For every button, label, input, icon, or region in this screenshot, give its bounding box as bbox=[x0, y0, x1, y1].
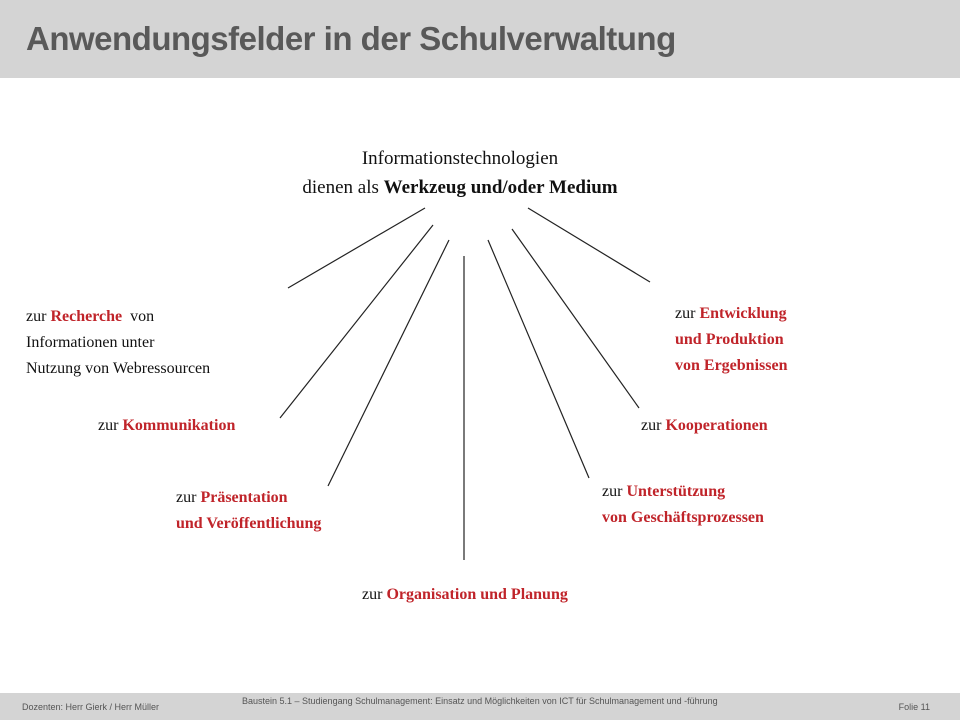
central-heading bbox=[160, 144, 760, 202]
praesentation-prefix: zur bbox=[176, 489, 197, 506]
unterstuetzung-keyword-2: von Geschäftsprozessen bbox=[602, 509, 764, 526]
entwicklung-keyword-2: und Produktion bbox=[675, 331, 784, 348]
footer-slide-number: Folie 11 bbox=[898, 702, 930, 712]
node-unterstuetzung bbox=[602, 479, 764, 531]
entwicklung-prefix: zur bbox=[675, 305, 696, 322]
entwicklung-keyword-3: von Ergebnissen bbox=[675, 357, 788, 374]
footer-bar bbox=[0, 693, 960, 720]
recherche-line-2: Informationen unter bbox=[26, 334, 155, 351]
recherche-keyword: Recherche bbox=[50, 308, 123, 325]
heading-line-2 bbox=[160, 173, 760, 202]
kooperationen-keyword: Kooperationen bbox=[665, 417, 768, 434]
node-praesentation bbox=[176, 485, 321, 537]
footer-lecturers: Dozenten: Herr Gierk / Herr Müller bbox=[22, 702, 160, 712]
node-entwicklung bbox=[675, 301, 787, 379]
node-kommunikation bbox=[98, 413, 235, 439]
slide-title: Anwendungsfelder in der Schulverwaltung bbox=[26, 20, 676, 57]
kommunikation-prefix: zur bbox=[98, 417, 119, 434]
kooperationen-prefix: zur bbox=[641, 417, 662, 434]
heading-bold: Werkzeug und/oder Medium bbox=[383, 177, 618, 198]
node-organisation bbox=[362, 582, 568, 608]
recherche-prefix: zur bbox=[26, 308, 47, 325]
connector-kommunikation bbox=[280, 225, 433, 418]
recherche-line-3: Nutzung von Webressourcen bbox=[26, 360, 211, 377]
connector-unterstuetzung bbox=[488, 240, 589, 478]
connector-recherche bbox=[288, 208, 425, 288]
node-recherche bbox=[26, 304, 210, 382]
heading-prefix: dienen als bbox=[302, 177, 379, 198]
connector-kooperationen bbox=[512, 229, 639, 408]
connector-praesentation bbox=[328, 240, 449, 486]
unterstuetzung-keyword-1: Unterstützung bbox=[626, 483, 726, 500]
praesentation-keyword-1: Präsentation bbox=[200, 489, 288, 506]
recherche-rest: von bbox=[130, 308, 155, 325]
footer-module: Baustein 5.1 – Studiengang Schulmanagement: Einsatz und Möglichkeiten von ICT für Schulmanagement und -führung bbox=[242, 696, 718, 706]
organisation-prefix: zur bbox=[362, 586, 383, 603]
praesentation-keyword-2: und Veröffentlichung bbox=[176, 515, 322, 532]
organisation-keyword: Organisation und Planung bbox=[386, 586, 568, 603]
unterstuetzung-prefix: zur bbox=[602, 483, 623, 500]
connector-entwicklung bbox=[528, 208, 650, 282]
heading-line-1: Informationstechnologien bbox=[361, 148, 559, 169]
kommunikation-keyword: Kommunikation bbox=[122, 417, 236, 434]
node-kooperationen bbox=[641, 413, 768, 439]
entwicklung-keyword-1: Entwicklung bbox=[699, 305, 787, 322]
